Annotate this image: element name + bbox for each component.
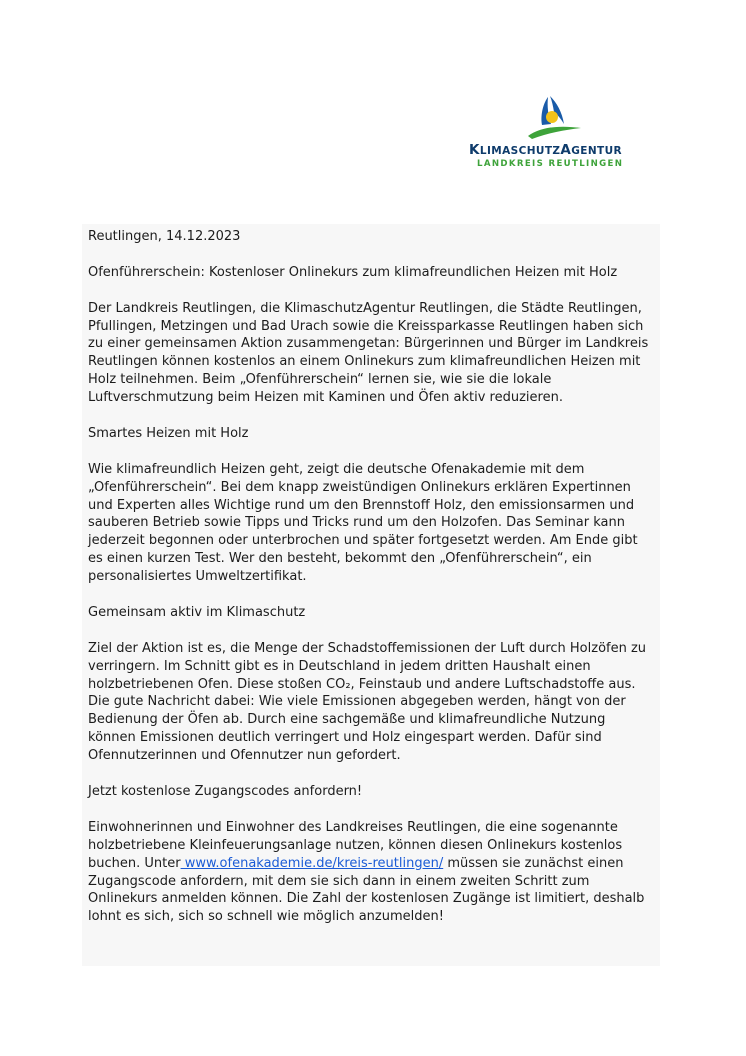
section-heading-klimaschutz: Gemeinsam aktiv im Klimaschutz: [88, 604, 306, 620]
logo-subtitle: LANDKREIS REUTLINGEN: [477, 159, 624, 169]
logo-mark-icon: [526, 92, 582, 142]
date-line: Reutlingen, 14.12.2023: [88, 229, 241, 244]
logo-title: [469, 142, 622, 158]
document-title: Ofenführerschein: Kostenloser Onlinekurs zum klimafreundlichen Heizen mit Holz: [88, 264, 618, 280]
press-release-body: [82, 224, 660, 966]
paragraph-anmeldung-text-2: müssen sie zunächst einen Zugangscode anfordern, mit dem sie sich dann in einem zweiten Schritt zum Onlinekurs anmelden können. Die Zahl der kostenlosen Zugänge ist limitiert, deshalb lohnt es sich, sich so schnell wie möglich anzumelden!: [88, 855, 645, 925]
logo-name-part2: AGENTUR: [560, 142, 623, 158]
logo-name-part1: KLIMASCHUTZ: [469, 142, 561, 158]
paragraph-ofenfuehrerschein: Wie klimafreundlich Heizen geht, zeigt die deutsche Ofenakademie mit dem „Ofenführerschein“. Bei dem knapp zweistündigen Onlinekurs erklären Expertinnen und Experten alles Wichtige rund um den Brennstoff Holz, den emissionsarmen und sauberen Betrieb sowie Tipps und Tricks rund um den Holzofen. Das Seminar kann jederzeit begonnen oder unterbrochen und später fortgesetzt werden. Am Ende gibt es einen kurzen Test. Wer den besteht, bekommt den „Ofenführerschein“, ein personalisiertes Umweltzertifikat.: [88, 461, 638, 585]
paragraph-anmeldung-text-1: Einwohnerinnen und Einwohner des Landkreises Reutlingen, die eine sogenannte holzbetriebene Kleinfeuerungsanlage nutzen, können diesen Onlinekurs kostenlos buchen. Unter: [88, 819, 623, 871]
intro-paragraph: Der Landkreis Reutlingen, die KlimaschutzAgentur Reutlingen, die Städte Reutlingen, Pfullingen, Metzingen und Bad Urach sowie die Kreissparkasse Reutlingen haben sich zu einer gemeinsamen Aktion zusammengetan: Bürgerinnen und Bürger im Landkreis Reutlingen können kostenlos an einem Onlinekurs zum klimafreundlichen Heizen mit Holz teilnehmen. Beim „Ofenführerschein“ lernen sie, wie sie die lokale Luftverschmutzung beim Heizen mit Kaminen und Öfen aktiv reduzieren.: [88, 300, 649, 406]
section-heading-smartes-heizen: Smartes Heizen mit Holz: [88, 425, 249, 441]
paragraph-anmeldung: [88, 819, 654, 926]
klimaschutzagentur-logo: [462, 92, 652, 176]
section-heading-zugangscodes: Jetzt kostenlose Zugangscodes anfordern!: [88, 783, 363, 799]
paragraph-emissionen: Ziel der Aktion ist es, die Menge der Schadstoffemissionen der Luft durch Holzöfen zu verringern. Im Schnitt gibt es in Deutschland in jedem dritten Haushalt einen holzbetriebenen Ofen. Diese stoßen CO₂, Feinstaub und andere Luftschadstoffe aus. Die gute Nachricht dabei: Wie viele Emissionen abgegeben werden, hängt von der Bedienung der Öfen ab. Durch eine sachgemäße und klimafreundliche Nutzung können Emissionen deutlich verringert und Holz eingespart werden. Dafür sind Ofennutzerinnen und Ofennutzer nun gefordert.: [88, 640, 647, 764]
ofenakademie-link[interactable]: www.ofenakademie.de/kreis-reutlingen/: [180, 855, 444, 871]
